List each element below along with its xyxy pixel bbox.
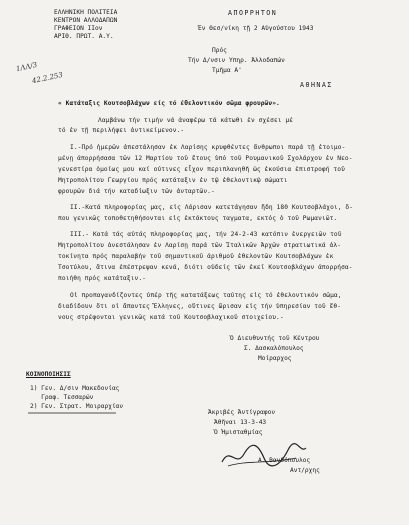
paragraph-line: νους στρέφονται γενικῶς κατά τοῦ Κουτσοβλαχικοῦ στοιχείου.- — [58, 314, 284, 321]
certification-line: Ἀκριβές Ἀντίγραφον — [208, 409, 276, 416]
issuer-line: ΑΡΙΘ. ΠΡΩΤ. Α.Υ. — [54, 33, 114, 40]
paragraph-line: διαδίδουν ὅτι οἱ ἄπαντες Ἕλληνες, οὕτινες ὤρισαν εἰς τήν ὑπηρεσίαν τοῦ ἔθ- — [58, 303, 342, 310]
signature-title: Ὁ Διευθυντής τοῦ Κέντρου — [230, 335, 320, 342]
recipient-line: Τήν Δ/νσιν Υπηρ. Άλλοδαπών — [188, 57, 285, 64]
issuer-line: ΓΡΑΦΕΙΟΝ ΙΙον — [54, 25, 103, 32]
recipient-line: Τμῆμα Α' — [212, 67, 242, 74]
handwritten-signature — [218, 440, 311, 470]
issuer-line: ΕΛΛΗΝΙΚΗ ΠΟΛΙΤΕΙΑ — [54, 9, 118, 16]
subject-line: « Κατάταξις Κουτσοβλάχων είς τό έθελοντικόν σῶμα φρουρῶν». — [58, 100, 280, 107]
distribution-item: Γραφ. Τεσσαρών — [30, 394, 94, 401]
handwritten-reference: 1ΛΛ/3 — [15, 60, 38, 74]
paragraph-line: Μητροπολίτου ἀνεστάλησαν ἐν Λαρίσῃ παρά τῶν Ἰταλικῶν Ἀρχῶν στρατιωτικά ἀλ- — [58, 242, 342, 249]
signature-name: Σ. Δασκαλόπουλος — [244, 345, 304, 352]
intro-line: τό ἐν τῇ περιλήψει ἀντικείμενον.- — [58, 127, 185, 134]
paragraph-line: Τσοτύλου, ἅτινα ἐπέστρεψαν κενά, διότι οὐδείς τῶν ἐκεῖ Κουτσοβλάχων ἀπορρήσα- — [58, 264, 353, 271]
paragraph-line: τοκίνητα πρός παραλαβήν τοῦ σημαντικοῦ ἀριθμοῦ ἐθελοντῶν Κουτσοβλάχων ἐκ — [58, 253, 334, 260]
paragraph-line: ποιήθη πρός κατάταξιν.- — [58, 275, 146, 282]
paragraph-line: φρουρῶν διά τήν καταδίωξιν τῶν ἀνταρτῶν.- — [58, 188, 215, 195]
distribution-item: 1) Γεν. Δ/σιν Μακεδονίας — [30, 385, 120, 392]
issuer-line: ΚΕΝΤΡΟΝ ΑΛΛΟΔΑΠΩΝ — [54, 17, 118, 24]
handwritten-reference: 42.2.253 — [31, 70, 64, 86]
recipient-city: ΑΘΗΝΑΣ — [300, 81, 333, 89]
certifier-name: Α. Βανδόπουλος — [258, 457, 311, 464]
paragraph-line: μένῃ ἀπορρήσασα τῶν 12 Μαρτίου τοῦ ἔτους ὑπό τοῦ Ρουμανικοῦ Σχολάρχου ἐν Νεο- — [58, 155, 353, 162]
certification-line: Ἀθῆναι 13-3-43 — [214, 419, 267, 426]
paragraph-line: γενεστίρα ὁμοίως μου καί ούτινες εἶχον περιπλανηθῆ ὡς ἑκούσια ἐπιστροφή τοῦ — [58, 166, 345, 173]
classification-label: ΑΠΟΡΡΗΤΟΝ — [228, 9, 278, 17]
intro-line: Λαμβάνω τήν τιμήν νά ἀναφέρω τά κάτωθι ἐν σχέσει μέ — [98, 117, 294, 124]
paragraph-line: ΙΙ.-Κατά πληροφορίας μας, εἰς Λάρισαν κατετάγησαν ἤδη 180 Κουτσοβλάχοι, ὅ- — [70, 204, 354, 211]
paragraph-line: ΙΙΙ.- Κατά τάς αὐτάς πληροφορίας μας, τήν 24-2-43 κατόπιν ἐνεργειῶν τοῦ — [70, 231, 342, 238]
place-date: Έν Θεσ/νίκη τῇ 2 Αὐγούστου 1943 — [198, 25, 314, 32]
distribution-title: ΚΟΙΝΟΠΟΙΗΣΙΣ — [26, 371, 71, 378]
paragraph-line: Οἱ προπαγανδίζοντες ὑπέρ τῆς κατατάξεως ταύτης εἰς τό ἐθελοντικόν σῶμα, — [70, 292, 342, 299]
paragraph-line: Μητροπολίτου Γεωργίου πρός κατάταξιν ἐν τῷ ἐθελοντικῷ σώματι — [58, 177, 288, 184]
paragraph-line: που γενικῶς τοποθετηθήσονται εἰς ἐκτάκτους ταγματα, εκτός ὁ τοῦ Ρωμανιῶτ. — [58, 215, 338, 222]
distribution-item: 2) Γεν. Στρατ. Μοιραρχίαν — [30, 403, 124, 410]
certifier-rank: Αντ/ρχης — [290, 467, 320, 474]
distribution-underline — [28, 412, 118, 415]
signature-rank: Μοίραρχος — [258, 355, 292, 362]
recipient-to: Πρός — [212, 47, 227, 54]
paragraph-line: Ι.-Πρό ἡμερῶν ἀπεστάλησαν ἐκ Λαρίσης κρυφθέντες ἄνθρωποι παρά τῇ ἑτοιμο- — [70, 144, 346, 151]
certification-line: Ὁ Ἡμισταθμίας — [214, 429, 263, 436]
